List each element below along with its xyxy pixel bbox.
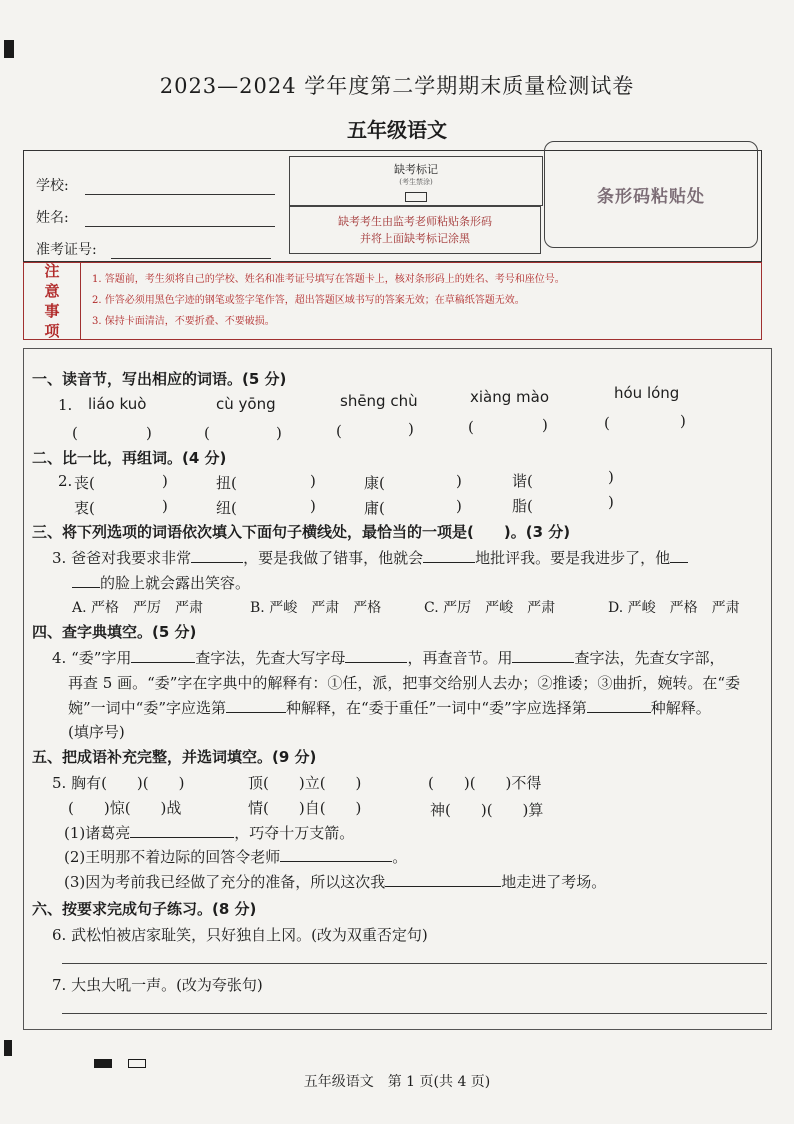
q3-blank-1[interactable] [191, 562, 243, 563]
exam-subtitle: 五年级语文 [347, 118, 447, 142]
notice-item: 3. 保持卡面清洁，不要折叠、不要破损。 [92, 316, 275, 327]
paren-close: ) [456, 497, 462, 515]
q4-blank-5[interactable] [587, 712, 651, 713]
absent-instruction-line-1: 缺考考生由监考老师粘贴条形码 [338, 215, 492, 228]
q5-blank-2[interactable] [280, 861, 392, 862]
q4-blank-4[interactable] [226, 712, 286, 713]
answer-4-close: ) [542, 416, 548, 434]
name-line [85, 226, 275, 227]
registration-mark-bottom-left [4, 1040, 12, 1056]
notice-label-char: 项 [44, 322, 60, 340]
fill-sentence-2 [64, 846, 407, 867]
q5-text: (3)因为考前我已经做了充分的准备，所以这次我 [64, 873, 386, 891]
name-label: 姓名: [36, 210, 69, 226]
answer-3-open[interactable]: ( [336, 422, 342, 440]
section-4-heading: 四、查字典填空。(5 分) [32, 623, 197, 641]
compare-word-3b[interactable]: 庸( [364, 499, 385, 517]
q5-blank-1[interactable] [130, 837, 234, 838]
q4-text: 种解释，在“委于重任”一词中“委”字应选择第 [286, 699, 587, 717]
q5-text: 地走进了考场。 [501, 873, 607, 891]
option-b[interactable]: B. 严峻 严肃 严格 [250, 600, 382, 616]
barcode-label: 条形码粘贴处 [597, 187, 705, 207]
footer-filled-marker [94, 1059, 112, 1068]
question-4-line-4: (填序号) [68, 723, 125, 741]
q4-text: 查字法，先查大写字母 [195, 649, 346, 667]
question-4-line-3 [68, 697, 711, 718]
answer-1-open[interactable]: ( [72, 424, 78, 442]
question-3-line-2 [72, 572, 250, 593]
q5-text: (1)诸葛亮 [64, 824, 131, 842]
q5-blank-3[interactable] [385, 886, 501, 887]
q5-text: 。 [392, 848, 408, 866]
q4-text: 婉”一词中“委”字应选第 [68, 699, 227, 717]
answer-line-6[interactable] [62, 963, 767, 964]
idiom-1[interactable]: 5. 胸有( )( ) [52, 774, 185, 792]
answer-5-close: ) [680, 412, 686, 430]
answer-line-7[interactable] [62, 1013, 767, 1014]
pinyin-1: liáo kuò [88, 395, 147, 413]
exam-number-label: 准考证号: [36, 242, 97, 258]
answer-3-close: ) [408, 420, 414, 438]
absent-checkbox[interactable] [405, 192, 427, 202]
answer-5-open[interactable]: ( [604, 414, 610, 432]
absent-note: (考生禁涂) [399, 178, 433, 186]
paren-close: ) [162, 472, 168, 490]
section-2-heading: 二、比一比，再组词。(4 分) [32, 449, 227, 467]
compare-word-2b[interactable]: 纽( [216, 499, 237, 517]
compare-word-1a[interactable]: 丧( [74, 474, 95, 492]
option-a[interactable]: A. 严格 严厉 严肃 [72, 600, 204, 616]
question-1-number: 1. [58, 396, 73, 414]
idiom-6[interactable]: 神( )( )算 [430, 801, 544, 819]
school-label: 学校: [36, 178, 69, 194]
q5-text: ，巧夺十万支箭。 [234, 824, 355, 842]
question-7: 7. 大虫大吼一声。(改为夸张句) [52, 976, 263, 994]
notice-items [92, 269, 565, 332]
q5-text: (2)王明那不着边际的回答令老师 [64, 848, 281, 866]
pinyin-3: shēng chù [340, 392, 418, 410]
absent-instruction-box [289, 206, 541, 254]
paren-close: ) [310, 497, 316, 515]
q4-text: 查字法，先查女字部， [574, 649, 725, 667]
question-2-number: 2. [58, 472, 73, 490]
compare-word-3a[interactable]: 康( [364, 474, 385, 492]
q4-text: 4. “委”字用 [52, 649, 132, 667]
pinyin-4: xiàng mào [470, 388, 550, 406]
q3-text: ，要是我做了错事，他就会 [243, 549, 424, 567]
q3-text: 的脸上就会露出笑容。 [100, 574, 251, 592]
option-d[interactable]: D. 严峻 严格 严肃 [608, 600, 740, 616]
section-5-heading: 五、把成语补充完整，并选词填空。(9 分) [32, 748, 317, 766]
question-3-line-1 [52, 547, 688, 568]
section-1-heading: 一、读音节，写出相应的词语。(5 分) [32, 370, 287, 388]
question-6: 6. 武松怕被店家耻笑，只好独自上冈。(改为双重否定句) [52, 926, 428, 944]
paren-close: ) [456, 472, 462, 490]
answer-2-open[interactable]: ( [204, 424, 210, 442]
footer-empty-marker [128, 1059, 146, 1068]
barcode-area [544, 141, 758, 248]
exam-title: 2023—2024 学年度第二学期期末质量检测试卷 [159, 74, 635, 98]
fill-sentence-1 [64, 822, 354, 843]
page-footer: 五年级语文 第 1 页(共 4 页) [303, 1074, 491, 1090]
idiom-3[interactable]: ( )( )不得 [428, 774, 542, 792]
pinyin-2: cù yōng [216, 395, 276, 413]
idiom-5[interactable]: 情( )自( ) [248, 799, 362, 817]
q3-blank-3[interactable] [670, 562, 688, 563]
idiom-4[interactable]: ( )惊( )战 [68, 799, 182, 817]
exam-number-line [111, 258, 271, 259]
idiom-2[interactable]: 顶( )立( ) [248, 774, 362, 792]
pinyin-5: hóu lóng [614, 384, 680, 402]
q3-blank-2[interactable] [423, 562, 475, 563]
absent-instruction-line-2: 并将上面缺考标记涂黑 [360, 232, 470, 245]
q4-text: ，再查音节。用 [407, 649, 513, 667]
q4-blank-3[interactable] [512, 662, 574, 663]
answer-2-close: ) [276, 424, 282, 442]
q4-blank-2[interactable] [345, 662, 407, 663]
compare-word-2a[interactable]: 扭( [216, 474, 237, 492]
absent-title: 缺考标记 [394, 163, 438, 176]
notice-label-char: 意 [44, 282, 60, 300]
registration-mark-top-left [4, 40, 14, 58]
section-6-heading: 六、按要求完成句子练习。(8 分) [32, 900, 257, 918]
fill-sentence-3 [64, 871, 606, 892]
question-4-line-2: 再查 5 画。“委”字在字典中的解释有：①任，派，把事交给别人去办；②推诿；③曲折，婉转。在“委 [68, 674, 741, 692]
notice-label-char: 注 [44, 262, 60, 280]
paren-close: ) [310, 472, 316, 490]
paren-close: ) [608, 468, 614, 486]
option-c[interactable]: C. 严厉 严峻 严肃 [424, 600, 556, 616]
answer-1-close: ) [146, 424, 152, 442]
q3-blank-4[interactable] [72, 587, 100, 588]
answer-4-open[interactable]: ( [468, 418, 474, 436]
notice-label [24, 263, 81, 339]
notice-item: 2. 作答必须用黑色字迹的钢笔或签字笔作答，超出答题区域书写的答案无效；在草稿纸答题无效。 [92, 295, 525, 306]
compare-word-1b[interactable]: 衷( [74, 499, 95, 517]
question-4-line-1 [52, 647, 724, 668]
compare-word-4b[interactable]: 脂( [512, 497, 533, 515]
notice-box [23, 262, 762, 340]
name-field[interactable] [36, 207, 275, 227]
compare-word-4a[interactable]: 谐( [512, 472, 533, 490]
paren-close: ) [162, 497, 168, 515]
paren-close: ) [608, 493, 614, 511]
notice-item: 1. 答题前，考生须将自己的学校、姓名和准考证号填写在答题卡上，核对条形码上的姓名、考号和座位号。 [92, 274, 565, 285]
section-3-heading: 三、将下列选项的词语依次填入下面句子横线处，最恰当的一项是( )。(3 分) [32, 523, 571, 541]
q3-text: 地批评我。要是我进步了，他 [475, 549, 671, 567]
notice-label-char: 事 [44, 302, 60, 320]
q3-text: 3. 爸爸对我要求非常 [52, 549, 192, 567]
q4-text: 种解释。 [650, 699, 711, 717]
absent-mark-box [289, 156, 543, 206]
student-info-box [23, 150, 762, 262]
q4-blank-1[interactable] [131, 662, 195, 663]
exam-number-field[interactable] [36, 239, 271, 259]
school-field[interactable] [36, 175, 275, 195]
school-line [85, 194, 275, 195]
